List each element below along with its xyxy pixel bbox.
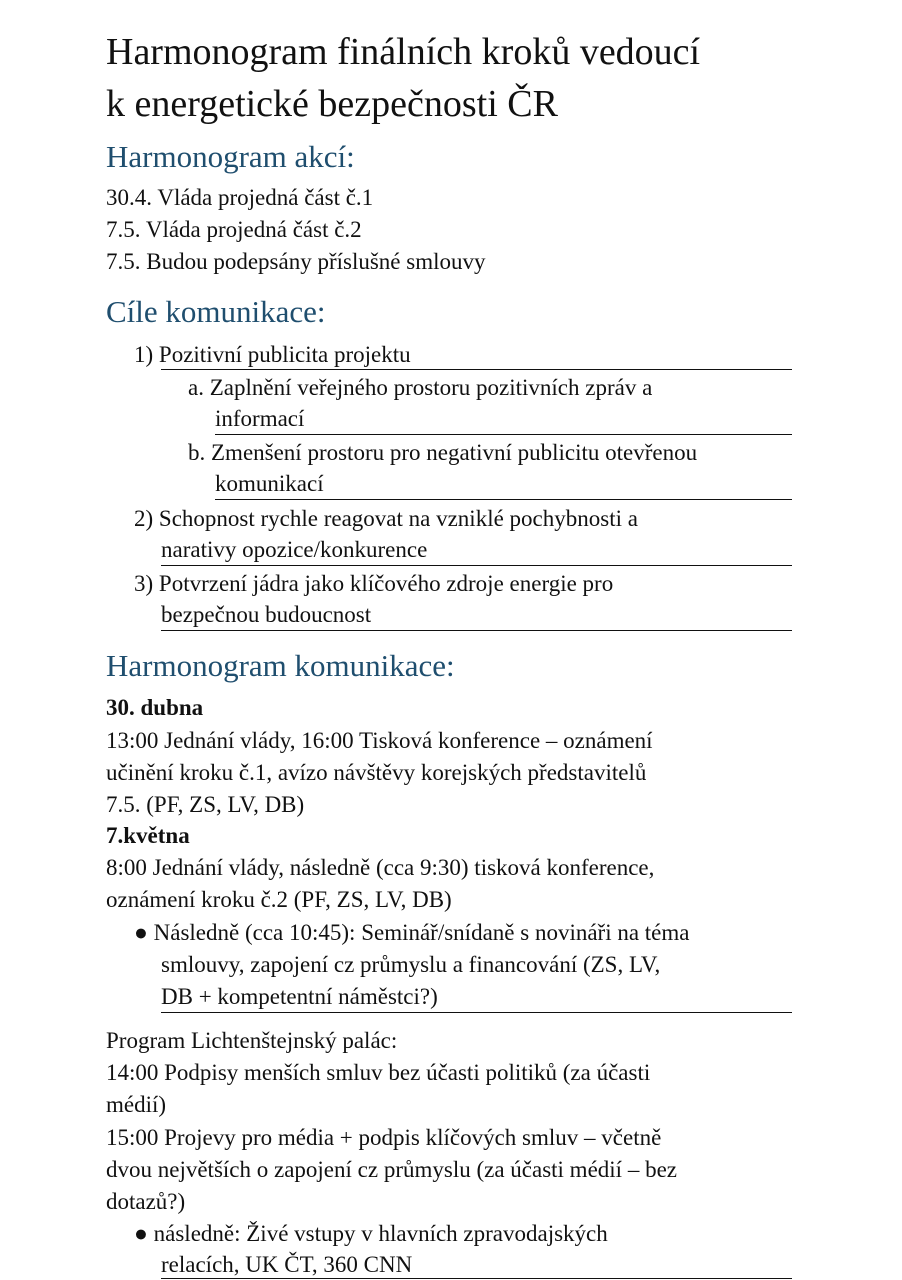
goal-1b-underline: [215, 499, 792, 500]
action-item: 7.5. Budou podepsány příslušné smlouvy: [106, 249, 486, 274]
goal-1a-underline: [215, 434, 792, 435]
actions-heading: Harmonogram akcí:: [106, 139, 355, 174]
day-1-line: 7.5. (PF, ZS, LV, DB): [106, 792, 305, 817]
bullet-2-underline: [161, 1278, 792, 1279]
bullet-2-line-2: relacích, UK ČT, 360 CNN: [161, 1252, 413, 1277]
title-line-1: Harmonogram finálních kroků vedoucí: [106, 31, 701, 73]
goal-1-underline: [161, 369, 792, 370]
goal-2-line-1: 2) Schopnost rychle reagovat na vzniklé pochybnosti a: [134, 506, 638, 531]
goal-2-line-2: narativy opozice/konkurence: [161, 537, 428, 562]
bullet-1-line-2: smlouvy, zapojení cz průmyslu a financování (ZS, LV,: [161, 952, 661, 977]
document-title: [106, 26, 700, 130]
goal-1a-line-1: a. Zaplnění veřejného prostoru pozitivních zpráv a: [188, 375, 653, 400]
day-1-line: 13:00 Jednání vlády, 16:00 Tisková konference – oznámení: [106, 728, 653, 753]
bullet-2-line-1: ● následně: Živé vstupy v hlavních zpravodajských: [134, 1221, 608, 1246]
action-item: 30.4. Vláda projedná část č.1: [106, 185, 374, 210]
goal-1a-line-2: informací: [215, 406, 305, 431]
day-1-heading: 30. dubna: [106, 695, 204, 720]
goal-3-underline: [161, 630, 792, 631]
day-2-line: 8:00 Jednání vlády, následně (cca 9:30) tisková konference,: [106, 855, 655, 880]
palace-line: médií): [106, 1092, 167, 1117]
day-2-heading: 7.května: [106, 823, 190, 848]
goal-3-line-2: bezpečnou budoucnost: [161, 602, 372, 627]
goal-1b-line-1: b. Zmenšení prostoru pro negativní publicitu otevřenou: [188, 440, 698, 465]
goals-heading: Cíle komunikace:: [106, 294, 326, 329]
comms-heading: Harmonogram komunikace:: [106, 648, 455, 683]
goal-1: 1) Pozitivní publicita projektu: [134, 342, 411, 367]
palace-line: 15:00 Projevy pro média + podpis klíčových smluv – včetně: [106, 1125, 662, 1150]
goal-1b-line-2: komunikací: [215, 471, 324, 496]
palace-line: dvou největších o zapojení cz průmyslu (za účasti médií – bez: [106, 1157, 677, 1182]
day-2-line: oznámení kroku č.2 (PF, ZS, LV, DB): [106, 887, 452, 912]
day-1-line: učinění kroku č.1, avízo návštěvy korejských představitelů: [106, 760, 647, 785]
palace-line: dotazů?): [106, 1189, 186, 1214]
action-item: 7.5. Vláda projedná část č.2: [106, 217, 362, 242]
goal-2-underline: [161, 565, 792, 566]
title-line-2: k energetické bezpečnosti ČR: [106, 83, 558, 125]
bullet-1-line-1: ● Následně (cca 10:45): Seminář/snídaně s novináři na téma: [134, 920, 690, 945]
bullet-1-underline: [161, 1012, 792, 1013]
goal-3-line-1: 3) Potvrzení jádra jako klíčového zdroje energie pro: [134, 571, 614, 596]
palace-heading: Program Lichtenštejnský palác:: [106, 1028, 398, 1053]
palace-line: 14:00 Podpisy menších smluv bez účasti politiků (za účasti: [106, 1060, 651, 1085]
bullet-1-line-3: DB + kompetentní náměstci?): [161, 984, 438, 1009]
